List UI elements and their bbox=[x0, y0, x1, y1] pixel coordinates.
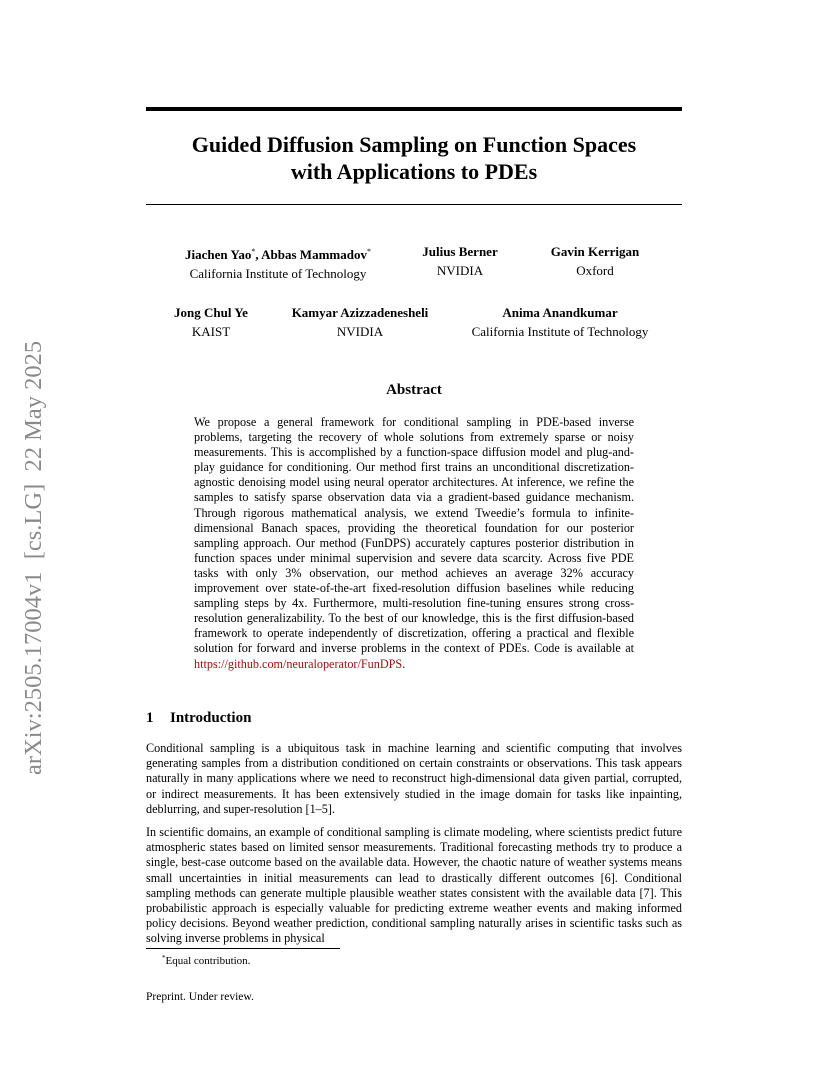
paper-title bbox=[146, 131, 682, 185]
intro-paragraph-1: Conditional sampling is a ubiquitous task in machine learning and scientific computing that involves generating samples from a distribution conditioned on certain constraints or observations. This task appears naturally in many applications where we need to reconstruct high-dimensional data given partial, corrupted, or indirect measurements. It has been extensively studied in the image domain for tasks like inpainting, deblurring, and super-resolution [1–5]. bbox=[146, 741, 682, 816]
author-block-ye bbox=[166, 303, 256, 341]
title-bottom-rule bbox=[146, 204, 682, 205]
author-block-anandkumar bbox=[464, 303, 656, 341]
author-block-yao-mammadov bbox=[178, 242, 378, 283]
author-block-berner bbox=[410, 242, 510, 280]
author-block-azizzadenesheli bbox=[282, 303, 438, 341]
author-affiliation: NVIDIA bbox=[336, 324, 384, 339]
section-title: Introduction bbox=[170, 710, 252, 726]
footnote-text: Equal contribution. bbox=[165, 955, 251, 967]
footnote bbox=[162, 951, 250, 968]
arxiv-identifier-stamp: arXiv:2505.17004v1 [cs.LG] 22 May 2025 bbox=[20, 340, 47, 775]
author-names: Jiachen Yao*, Abbas Mammadov* bbox=[185, 247, 371, 262]
abstract-heading: Abstract bbox=[386, 382, 442, 398]
author-block-kerrigan bbox=[540, 242, 650, 280]
section-heading-introduction bbox=[146, 708, 251, 728]
preprint-note: Preprint. Under review. bbox=[146, 991, 254, 1003]
section-number: 1 bbox=[146, 710, 154, 726]
title-line-2: with Applications to PDEs bbox=[290, 159, 538, 184]
author-name: Kamyar Azizzadenesheli bbox=[291, 305, 429, 320]
author-affiliation: Oxford bbox=[576, 263, 614, 278]
title-line-1: Guided Diffusion Sampling on Function Spaces bbox=[191, 132, 637, 157]
abstract-text: We propose a general framework for conditional sampling in PDE-based inverse problems, targeting the recovery of whole solutions from extremely sparse or noisy measurements. This is accomplished by a function-space diffusion model and plug-and-play guidance for conditioning. Our method first trains an unconditional discretization-agnostic denoising model using neural operator architectures. At inference, we refine the samples to satisfy sparse observation data via a gradient-based guidance mechanism. Through rigorous mathematical analysis, we extend Tweedie’s formula to infinite-dimensional Banach spaces, providing the theoretical foundation for our posterior sampling approach. Our method (FunDPS) accurately captures posterior distribution in function spaces under minimal supervision and severe data scarcity. Across five PDE tasks with only 3% observation, our method achieves an average 32% accuracy improvement over state-of-the-art fixed-resolution diffusion baselines while reducing sampling steps by 4x. Furthermore, multi-resolution fine-tuning ensures strong cross-resolution generalizability. To the best of our knowledge, this is the first diffusion-based framework to operate independently of discretization, offering a practical and flexible solution for forward and inverse problems in the context of PDEs. Code is available at https://github.com/neuraloperator/FunDPS. bbox=[194, 415, 634, 671]
author-name: Anima Anandkumar bbox=[502, 305, 618, 320]
author-name: Gavin Kerrigan bbox=[550, 244, 640, 259]
code-repository-link[interactable]: https://github.com/neuraloperator/FunDPS bbox=[194, 656, 403, 671]
footnote-mark: * bbox=[162, 954, 166, 962]
footnote-rule bbox=[146, 948, 340, 949]
author-affiliation: NVIDIA bbox=[436, 263, 484, 278]
author-name: Jong Chul Ye bbox=[174, 305, 248, 320]
author-affiliation: KAIST bbox=[191, 324, 231, 339]
author-name: Julius Berner bbox=[422, 244, 498, 259]
author-affiliation: California Institute of Technology bbox=[189, 266, 367, 281]
intro-paragraph-2: In scientific domains, an example of conditional sampling is climate modeling, where scientists predict future atmospheric states based on limited sensor measurements. Traditional forecasting methods try to produce a single, best-case outcome based on the available data. However, the chaotic nature of weather systems means small uncertainties in initial measurements can lead to drastically different outcomes [6]. Conditional sampling methods can generate multiple plausible weather states consistent with the available data [7]. This probabilistic approach is especially valuable for predicting extreme weather events and making informed policy decisions. Beyond weather prediction, conditional sampling naturally arises in scientific tasks such as solving inverse problems in physical bbox=[146, 825, 682, 946]
author-affiliation: California Institute of Technology bbox=[471, 324, 649, 339]
title-top-rule bbox=[146, 107, 682, 111]
